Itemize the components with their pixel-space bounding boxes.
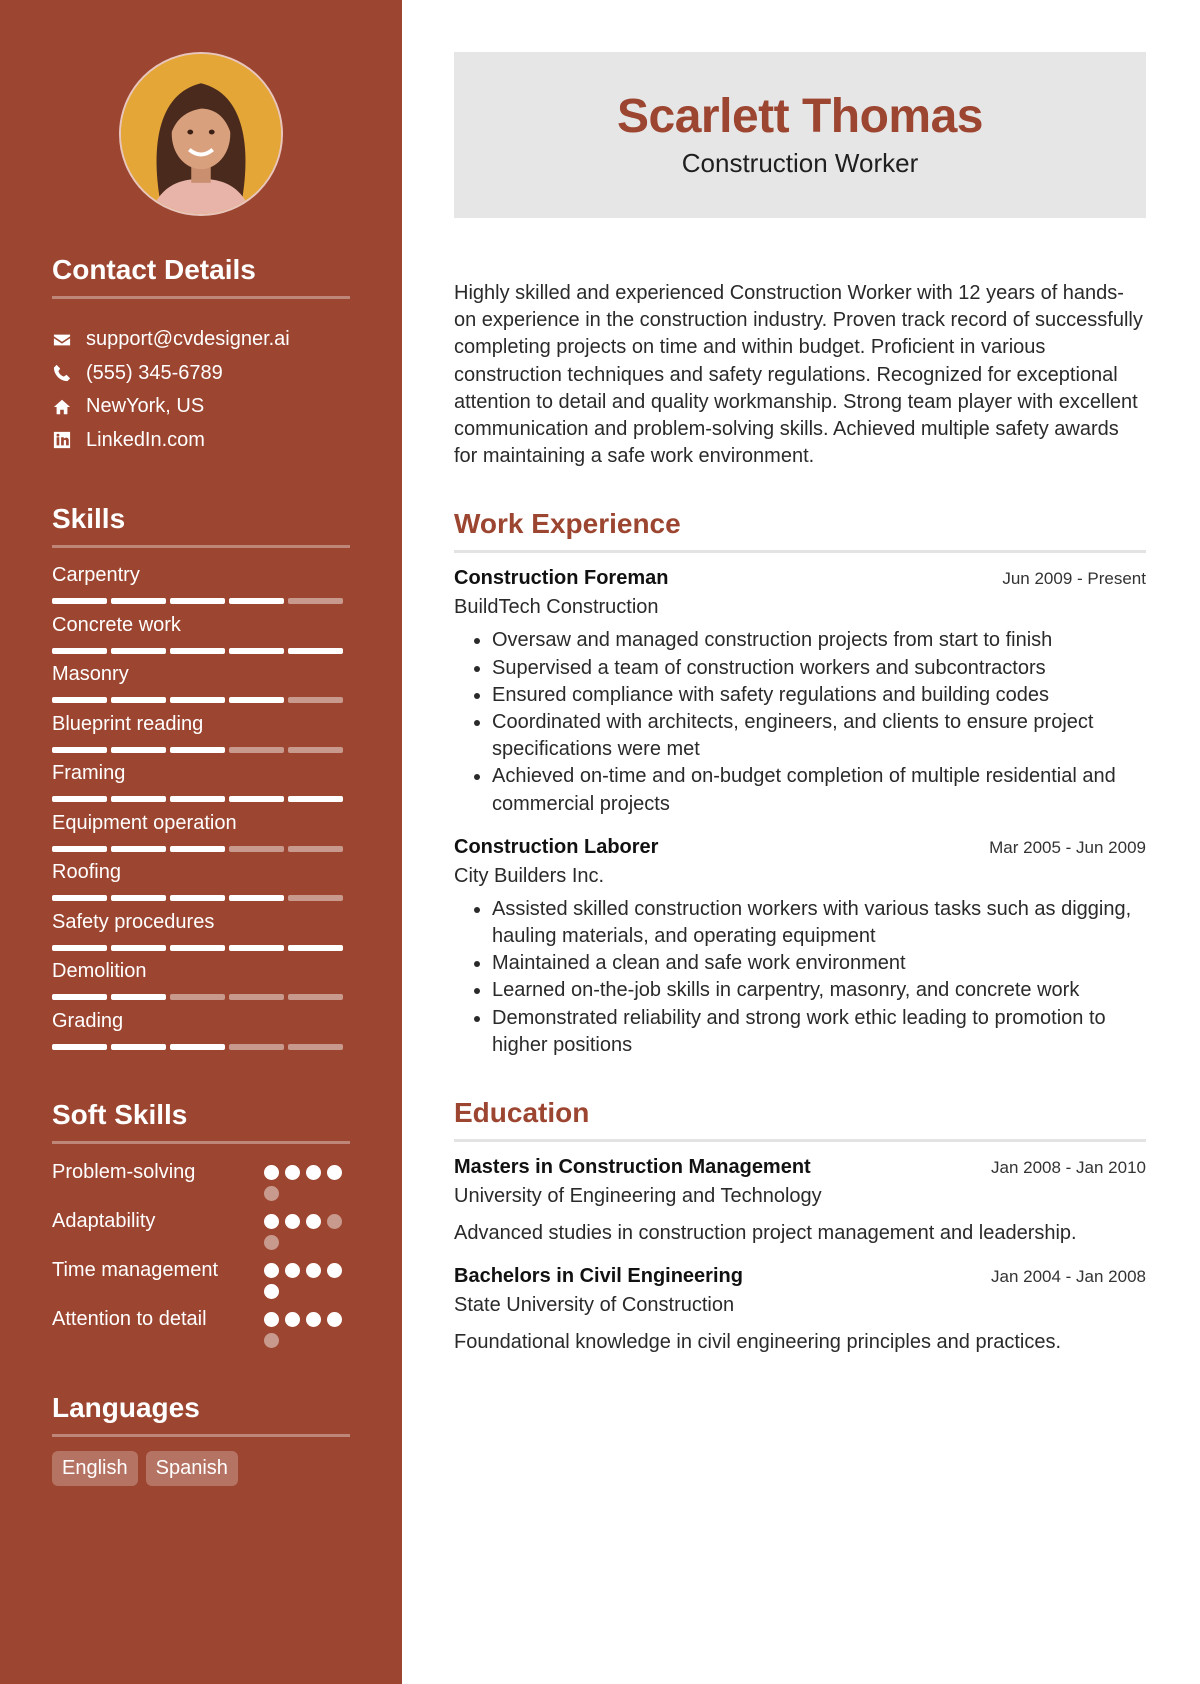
skill-level-segment [52, 697, 107, 703]
skill-level-segment [52, 945, 107, 951]
skill-level-segment [111, 994, 166, 1000]
skill-level-segment [229, 1044, 284, 1050]
soft-skill-item [52, 1256, 350, 1299]
education-heading: Education [454, 1097, 1146, 1142]
degree-title: Bachelors in Civil Engineering [454, 1265, 743, 1288]
job-bullet: • Maintained a clean and safe work environment [492, 950, 1146, 977]
skill-item [52, 760, 350, 810]
soft-skill-name: Adaptability [52, 1210, 156, 1232]
skill-name: Concrete work [52, 613, 181, 636]
skill-level-segment [170, 697, 225, 703]
soft-skill-rating [264, 1207, 350, 1250]
skill-level-segment [52, 895, 107, 901]
job-company: BuildTech Construction [454, 596, 659, 619]
rating-dot [327, 1263, 342, 1278]
skill-level-segment [111, 1044, 166, 1050]
soft-skill-rating [264, 1256, 350, 1299]
skill-level-segment [288, 895, 343, 901]
skill-level-segment [170, 796, 225, 802]
rating-dot [264, 1312, 279, 1327]
languages-heading: Languages [52, 1392, 350, 1437]
skill-level-segment [52, 598, 107, 604]
rating-dot [285, 1312, 300, 1327]
skill-name: Grading [52, 1009, 124, 1032]
soft-skill-name: Problem-solving [52, 1161, 196, 1183]
skill-level-segment [170, 747, 225, 753]
skill-level-bar [52, 796, 348, 802]
work-entry [454, 836, 1146, 1059]
rating-dot [264, 1165, 279, 1180]
skill-level-segment [288, 796, 343, 802]
skill-level-segment [111, 697, 166, 703]
skill-level-segment [288, 994, 343, 1000]
envelope-icon [52, 330, 72, 350]
skill-level-segment [229, 895, 284, 901]
skill-item [52, 859, 350, 909]
job-title: Construction Laborer [454, 835, 659, 858]
skill-level-bar [52, 598, 348, 604]
skill-item [52, 1008, 350, 1058]
rating-dot [306, 1312, 321, 1327]
skill-level-bar [52, 747, 348, 753]
skill-level-segment [229, 598, 284, 604]
rating-dot [264, 1333, 279, 1348]
skill-level-segment [170, 598, 225, 604]
summary-text: Highly skilled and experienced Construction Worker with 12 years of hands-on experience in the construction industry. Proven track record of successfully completing projects on time and within budget. Proficient in various construction techniques and safety regulations. Recognized for exceptional attention to detail and quality workmanship. Strong team player with excellent communication and problem-solving skills. Achieved multiple safety awards for maintaining a safe work environment. [454, 282, 1143, 468]
skill-name: Roofing [52, 861, 121, 883]
rating-dot [264, 1284, 279, 1299]
degree-description: Foundational knowledge in civil engineering principles and practices. [454, 1331, 1062, 1354]
job-bullet: • Coordinated with architects, engineers, and clients to ensure project specifications were met [492, 709, 1146, 763]
skill-name: Equipment operation [52, 811, 237, 834]
degree-date: Jan 2004 - Jan 2008 [990, 1267, 1146, 1287]
skill-level-segment [52, 747, 107, 753]
skills-heading: Skills [52, 503, 350, 548]
skill-level-segment [288, 1044, 343, 1050]
job-date: Mar 2005 - Jun 2009 [989, 837, 1146, 857]
skill-level-segment [170, 1044, 225, 1050]
rating-dot [264, 1263, 279, 1278]
contact-heading: Contact Details [52, 254, 350, 299]
skill-list [52, 562, 350, 1057]
rating-dot [327, 1165, 342, 1180]
skill-level-segment [288, 598, 343, 604]
job-title: Construction Foreman [454, 567, 669, 590]
skills-section [52, 503, 350, 1057]
skill-level-segment [52, 796, 107, 802]
skill-level-segment [288, 747, 343, 753]
work-experience-section [454, 508, 1146, 1059]
language-chip: Spanish [146, 1451, 238, 1486]
skill-level-bar [52, 648, 348, 654]
education-entry [454, 1265, 1146, 1356]
skill-level-segment [170, 648, 225, 654]
skill-name: Framing [52, 762, 126, 784]
rating-dot [306, 1263, 321, 1278]
skill-item [52, 612, 350, 662]
job-bullet: • Ensured compliance with safety regulations and building codes [492, 682, 1146, 709]
skill-level-segment [52, 846, 107, 852]
skill-level-segment [111, 945, 166, 951]
job-bullet: • Learned on-the-job skills in carpentry, masonry, and concrete work [492, 977, 1146, 1004]
header-box [454, 52, 1146, 218]
rating-dot [327, 1214, 342, 1229]
soft-skill-name: Attention to detail [52, 1308, 207, 1330]
skill-level-segment [111, 598, 166, 604]
skill-name: Safety procedures [52, 910, 215, 933]
contact-linkedin[interactable] [52, 424, 350, 458]
skill-level-bar [52, 945, 348, 951]
job-bullets [454, 627, 1146, 817]
skill-item [52, 810, 350, 860]
skill-level-segment [288, 945, 343, 951]
language-chip: English [52, 1451, 138, 1486]
skill-name: Carpentry [52, 564, 140, 586]
skill-level-segment [111, 648, 166, 654]
skill-level-segment [111, 796, 166, 802]
soft-skill-name: Time management [52, 1259, 218, 1281]
work-entry [454, 567, 1146, 817]
skill-level-segment [229, 994, 284, 1000]
skill-level-bar [52, 697, 348, 703]
degree-school: State University of Construction [454, 1294, 735, 1317]
contact-phone-text: (555) 345-6789 [86, 361, 223, 384]
portrait-image [121, 54, 281, 214]
soft-skill-rating [264, 1305, 350, 1348]
work-experience-heading: Work Experience [454, 508, 1146, 553]
education-section [454, 1097, 1146, 1356]
skill-level-segment [229, 796, 284, 802]
skill-level-segment [170, 846, 225, 852]
skill-level-segment [170, 895, 225, 901]
job-company: City Builders Inc. [454, 864, 605, 887]
skill-level-segment [229, 846, 284, 852]
degree-school: University of Engineering and Technology [454, 1185, 822, 1208]
languages-section [52, 1392, 350, 1486]
skill-level-bar [52, 895, 348, 901]
skill-level-segment [52, 648, 107, 654]
job-date: Jun 2009 - Present [1002, 569, 1146, 589]
skill-level-segment [52, 1044, 107, 1050]
rating-dot [285, 1165, 300, 1180]
soft-skill-item [52, 1158, 350, 1201]
degree-date: Jan 2008 - Jan 2010 [990, 1158, 1146, 1178]
job-bullet: • Oversaw and managed construction projects from start to finish [492, 627, 1146, 654]
rating-dot [285, 1263, 300, 1278]
skill-name: Blueprint reading [52, 712, 204, 735]
skill-item [52, 909, 350, 959]
contact-phone[interactable] [52, 357, 350, 391]
home-icon [52, 397, 72, 417]
skill-level-segment [52, 994, 107, 1000]
soft-skills-heading: Soft Skills [52, 1099, 350, 1144]
rating-dot [306, 1214, 321, 1229]
job-bullet: • Supervised a team of construction workers and subcontractors [492, 655, 1146, 682]
candidate-name: Scarlett Thomas [617, 90, 983, 143]
skill-level-bar [52, 994, 348, 1000]
rating-dot [306, 1165, 321, 1180]
job-bullet: • Demonstrated reliability and strong work ethic leading to promotion to higher positions [492, 1005, 1146, 1059]
job-bullet: • Achieved on-time and on-budget completion of multiple residential and commercial projects [492, 763, 1146, 817]
skill-name: Demolition [52, 960, 147, 982]
rating-dot [264, 1186, 279, 1201]
soft-skill-item [52, 1305, 350, 1348]
job-bullet: • Assisted skilled construction workers with various tasks such as digging, hauling materials, and operating equipment [492, 896, 1146, 950]
skill-item [52, 562, 350, 612]
contact-section [52, 254, 350, 457]
candidate-role: Construction Worker [681, 148, 919, 178]
skill-name: Masonry [52, 663, 129, 685]
skill-level-segment [288, 697, 343, 703]
soft-skill-item [52, 1207, 350, 1250]
soft-skill-list [52, 1158, 350, 1348]
skill-level-segment [229, 648, 284, 654]
skill-level-segment [229, 697, 284, 703]
skill-level-segment [170, 945, 225, 951]
skill-item [52, 958, 350, 1008]
skill-level-segment [229, 945, 284, 951]
skill-level-bar [52, 1044, 348, 1050]
skill-level-segment [111, 747, 166, 753]
linkedin-icon [52, 430, 72, 450]
skill-level-segment [288, 648, 343, 654]
skill-item [52, 711, 350, 761]
degree-description: Advanced studies in construction project management and leadership. [454, 1222, 1077, 1245]
rating-dot [264, 1235, 279, 1250]
soft-skill-rating [264, 1158, 350, 1201]
job-bullets [454, 896, 1146, 1059]
rating-dot [264, 1214, 279, 1229]
rating-dot [285, 1214, 300, 1229]
contact-location-text: NewYork, US [86, 395, 205, 418]
contact-linkedin-text: LinkedIn.com [86, 428, 205, 451]
skill-item [52, 661, 350, 711]
skill-level-bar [52, 846, 348, 852]
avatar [119, 52, 283, 216]
contact-email-text: support@cvdesigner.ai [86, 328, 290, 351]
degree-title: Masters in Construction Management [454, 1156, 811, 1179]
rating-dot [327, 1312, 342, 1327]
sidebar [0, 0, 402, 1684]
contact-location [52, 390, 350, 424]
contact-email[interactable] [52, 323, 350, 357]
phone-icon [52, 363, 72, 383]
skill-level-segment [170, 994, 225, 1000]
soft-skills-section [52, 1099, 350, 1348]
skill-level-segment [111, 895, 166, 901]
skill-level-segment [229, 747, 284, 753]
education-entry [454, 1156, 1146, 1247]
skill-level-segment [288, 846, 343, 852]
main-content [454, 52, 1146, 1356]
skill-level-segment [111, 846, 166, 852]
